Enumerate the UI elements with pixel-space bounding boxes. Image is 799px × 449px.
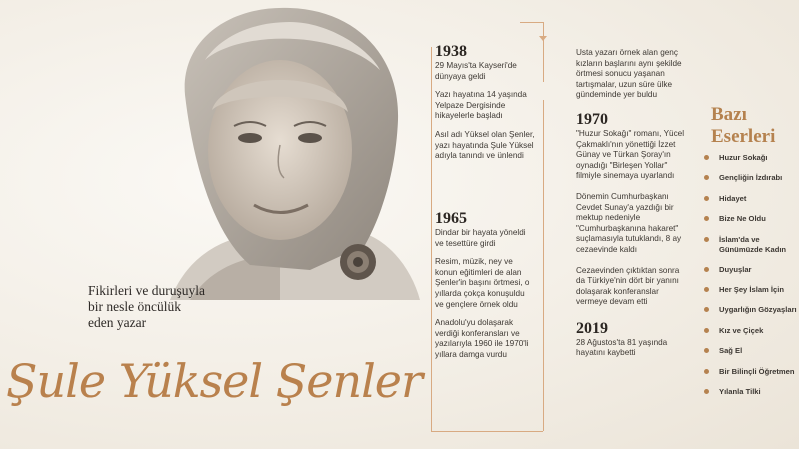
timeline-line-mid (543, 100, 544, 431)
bullet-icon (704, 237, 709, 242)
timeline-text: Asıl adı Yüksel olan Şenler, yazı hayatında Şule Yüksel adıyla tanındı ve ünlendi (435, 129, 535, 161)
year-1938: 1938 (435, 43, 467, 60)
timeline-line-top (520, 22, 543, 23)
year-2019: 2019 (576, 319, 608, 337)
works-list (701, 153, 799, 407)
list-item: Her Şey İslam İçin (701, 285, 799, 305)
timeline-text: Usta yazarı örnek alan genç kızların başlarını aynı şekilde örtmesi sonucu yaşanan tartışmalar, uzun süre ülke gündeminde yer buldu (576, 48, 682, 100)
timeline-left-1965 (435, 210, 535, 361)
timeline-text: Dindar bir hayata yöneldi ve tesettüre girdi (435, 228, 526, 248)
timeline-text: Dönemin Cumhurbaşkanı Cevdet Sunay'a yazdığı bir mektup nedeniyle "Cumhurbaşkanına hakaret" suçlamasıyla tutuklandı, 8 ay cezaevinde kaldı (576, 191, 682, 254)
list-item: İslam'da ve Günümüzde Kadın (701, 235, 799, 265)
bullet-icon (704, 216, 709, 221)
bullet-icon (704, 348, 709, 353)
list-item: Gençliğin İzdırabı (701, 173, 799, 194)
bullet-icon (704, 175, 709, 180)
page-title: Şule Yüksel Şenler (6, 354, 423, 408)
portrait-image (150, 0, 420, 300)
bullet-icon (704, 307, 709, 312)
timeline-text: Resim, müzik, ney ve konun eğitimleri de alan Şenler'in başını örtmesi, o yıllarda çokça konuşuldu ve gençlere örnek oldu (435, 257, 530, 309)
timeline-right (576, 48, 688, 359)
timeline-text: Cezaevinden çıktıktan sonra da Türkiye'nin dört bir yanını dolaşarak konferanslar vermeye devam etti (576, 265, 680, 307)
tagline-line-3: eden yazar (88, 315, 147, 330)
timeline-text: 28 Ağustos'ta 81 yaşında hayatını kaybetti (576, 337, 668, 358)
list-item: Uygarlığın Gözyaşları (701, 305, 799, 326)
list-item: Sağ El (701, 346, 799, 367)
bullet-icon (704, 369, 709, 374)
list-item: Yılanla Tilki (701, 387, 799, 407)
bullet-icon (704, 155, 709, 160)
bullet-icon (704, 328, 709, 333)
list-item: Bir Bilinçli Öğretmen (701, 367, 799, 387)
list-item: Huzur Sokağı (701, 153, 799, 173)
tagline-line-2: bir nesle öncülük (88, 299, 181, 314)
year-1970: 1970 (576, 110, 608, 128)
list-item: Bize Ne Oldu (701, 214, 799, 235)
timeline-text: Anadolu'yu dolaşarak verdiği konferansları ve yazılarıyla 1960 ile 1970'li yıllara damga vurdu (435, 318, 529, 359)
bullet-icon (704, 389, 709, 394)
year-1965: 1965 (435, 210, 467, 227)
bullet-icon (704, 267, 709, 272)
timeline-left-1938 (435, 43, 535, 162)
bullet-icon (704, 196, 709, 201)
arrow-down-icon (539, 36, 547, 41)
timeline-line-mid-top (543, 22, 544, 82)
timeline-line-left (431, 47, 432, 431)
works-title: Bazı Eserleri (711, 104, 776, 147)
tagline (88, 283, 318, 331)
list-item: Hidayet (701, 194, 799, 214)
timeline-text: "Huzur Sokağı" romanı, Yücel Çakmaklı'nın yönettiği İzzet Günay ve Türkan Şoray'ın oynadığı "Birleşen Yollar" filmiyle sinemaya uyarlandı (576, 128, 685, 181)
timeline-text: Yazı hayatına 14 yaşında Yelpaze Dergisinde hikayelerle başladı (435, 90, 527, 121)
tagline-line-1: Fikirleri ve duruşuyla (88, 283, 205, 298)
timeline-line-bottom (431, 431, 543, 432)
bullet-icon (704, 287, 709, 292)
timeline-text: 29 Mayıs'ta Kayseri'de dünyaya geldi (435, 61, 517, 81)
list-item: Duyuşlar (701, 265, 799, 285)
list-item: Kız ve Çiçek (701, 326, 799, 346)
